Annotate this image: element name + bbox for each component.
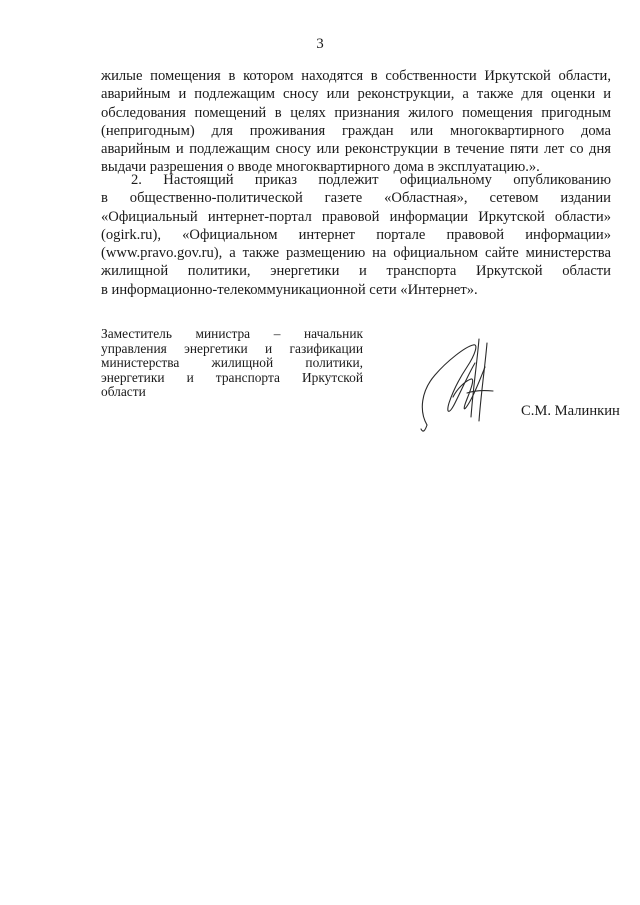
paragraph-1-line: аварийным и подлежащим сносу или реконструкции в течение пяти лет со дня bbox=[101, 141, 611, 158]
paragraph-2-line: «Официальный интернет-портал правовой информации Иркутской области» bbox=[101, 208, 611, 225]
page-number: 3 bbox=[316, 36, 324, 52]
signatory-position-line: области bbox=[101, 384, 146, 400]
signatory-position-line: Заместитель министра – начальник bbox=[101, 326, 363, 341]
paragraph-2-line: (ogirk.ru), «Официальном интернет портале правовой информации» bbox=[101, 226, 611, 243]
paragraph-2-line: в общественно-политической газете «Областная», сетевом издании bbox=[101, 190, 611, 207]
signatory-position-line: энергетики и транспорта Иркутской bbox=[101, 369, 363, 385]
paragraph-2-line: жилищной политики, энергетики и транспорта Иркутской области bbox=[101, 263, 611, 280]
paragraph-2-line: 2. Настоящий приказ подлежит официальному опубликованию bbox=[131, 172, 611, 188]
handwritten-signature bbox=[413, 333, 505, 435]
paragraph-1-line: обследования помещений в целях признания жилого помещения пригодным bbox=[101, 104, 611, 121]
paragraph-1-line: (непригодным) для проживания граждан или многоквартирного дома bbox=[101, 122, 611, 139]
signatory-position bbox=[101, 327, 363, 400]
paragraph-1 bbox=[101, 67, 611, 177]
signatory-position-line: управления энергетики и газификации bbox=[101, 340, 363, 356]
paragraph-1-line: аварийным и подлежащим сносу или реконструкции, а также для оценки и bbox=[101, 86, 611, 103]
signatory-name: С.М. Малинкин bbox=[521, 403, 620, 419]
paragraph-1-line: жилые помещения в котором находятся в собственности Иркутской области, bbox=[101, 68, 611, 84]
paragraph-2-line: (www.pravo.gov.ru), а также размещению на официальном сайте министерства bbox=[101, 245, 611, 262]
paragraph-2 bbox=[101, 171, 611, 299]
paragraph-2-line: в информационно-телекоммуникационной сети «Интернет». bbox=[101, 281, 478, 298]
paragraph-1-line: выдачи разрешения о вводе многоквартирного дома в эксплуатацию.». bbox=[101, 159, 540, 176]
signatory-position-line: министерства жилищной политики, bbox=[101, 355, 363, 371]
